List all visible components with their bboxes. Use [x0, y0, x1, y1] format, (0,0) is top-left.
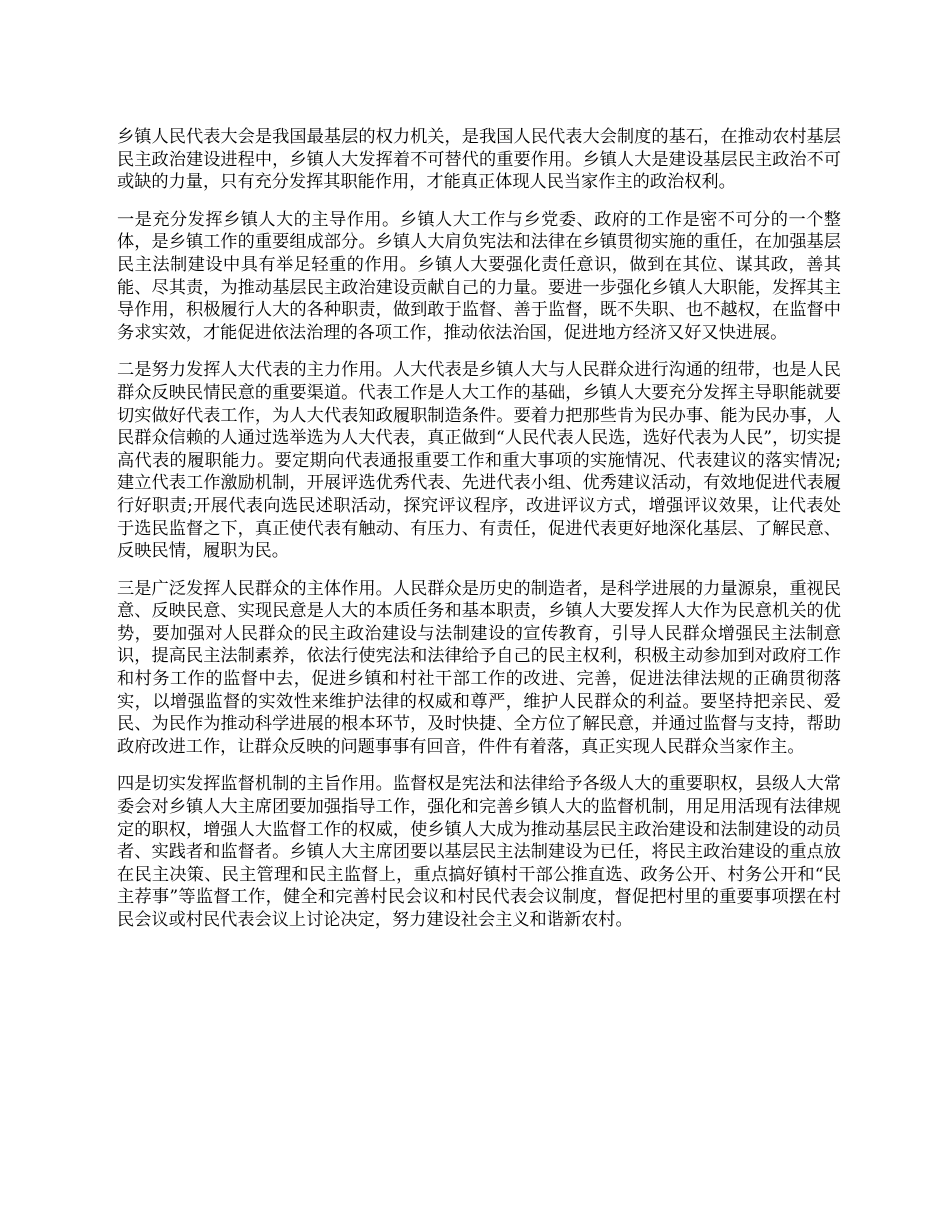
paragraph-intro: 乡镇人民代表大会是我国最基层的权力机关，是我国人民代表大会制度的基石，在推动农村基层民主政治建设进程中，乡镇人大发挥着不可替代的重要作用。乡镇人大是建设基层民主政治不可或缺的力量，只有充分发挥其职能作用，才能真正体现人民当家作主的政治权利。 — [117, 127, 841, 193]
paragraph-masses-role: 三是广泛发挥人民群众的主体作用。人民群众是历史的制造者，是科学进展的力量源泉，重视民意、反映民意、实现民意是人大的本质任务和基本职责，乡镇人大要发挥人大作为民意机关的优势，要加强对人民群众的民主政治建设与法制建设的宣传教育，引导人民群众增强民主法制意识，提高民主法制素养，依法行使宪法和法律给予自己的民主权利，积极主动参加到对政府工作和村务工作的监督中去，促进乡镇和村社干部工作的改进、完善，促进法律法规的正确贯彻落实，以增强监督的实效性来维护法律的权威和尊严，维护人民群众的利益。要坚持把亲民、爱民、为民作为推动科学进展的根本环节，及时快捷、全方位了解民意，并通过监督与支持，帮助政府改进工作，让群众反映的问题事事有回音，件件有着落，真正实现人民群众当家作主。 — [117, 578, 841, 757]
document-page — [117, 126, 841, 947]
paragraph-deputies-role: 二是努力发挥人大代表的主力作用。人大代表是乡镇人大与人民群众进行沟通的纽带，也是人民群众反映民情民意的重要渠道。代表工作是人大工作的基础，乡镇人大要充分发挥主导职能就要切实做好代表工作，为人大代表知政履职制造条件。要着力把那些肯为民办事、能为民办事，人民群众信赖的人通过选举选为人大代表，真正做到“人民代表人民选，选好代表为人民”，切实提高代表的履职能力。要定期向代表通报重要工作和重大事项的实施情况、代表建议的落实情况;建立代表工作激励机制，开展评选优秀代表、先进代表小组、优秀建议活动，有效地促进代表履行好职责;开展代表向选民述职活动，探究评议程序，改进评议方式，增强评议效果，让代表处于选民监督之下，真正使代表有触动、有压力、有责任，促进代表更好地深化基层、了解民意、反映民情，履职为民。 — [117, 360, 841, 562]
paragraph-supervision-role: 四是切实发挥监督机制的主旨作用。监督权是宪法和法律给予各级人大的重要职权，县级人大常委会对乡镇人大主席团要加强指导工作，强化和完善乡镇人大的监督机制，用足用活现有法律规定的职权，增强人大监督工作的权威，使乡镇人大成为推动基层民主政治建设和法制建设的动员者、实践者和监督者。乡镇人大主席团要以基层民主法制建设为已任，将民主政治建设的重点放在民主决策、民主管理和民主监督上，重点搞好镇村干部公推直选、政务公开、村务公开和“民主荐事”等监督工作，健全和完善村民会议和村民代表会议制度，督促把村里的重要事项摆在村民会议或村民代表会议上讨论决定，努力建设社会主义和谐新农村。 — [117, 774, 841, 930]
paragraph-leading-role: 一是充分发挥乡镇人大的主导作用。乡镇人大工作与乡党委、政府的工作是密不可分的一个整体，是乡镇工作的重要组成部分。乡镇人大肩负宪法和法律在乡镇贯彻实施的重任，在加强基层民主法制建设中具有举足轻重的作用。乡镇人大要强化责任意识，做到在其位、谋其政，善其能、尽其责，为推动基层民主政治建设贡献自己的力量。要进一步强化乡镇人大职能，发挥其主导作用，积极履行人大的各种职责，做到敢于监督、善于监督，既不失职、也不越权，在监督中务求实效，才能促进依法治理的各项工作，推动依法治国，促进地方经济又好又快进展。 — [117, 209, 841, 343]
